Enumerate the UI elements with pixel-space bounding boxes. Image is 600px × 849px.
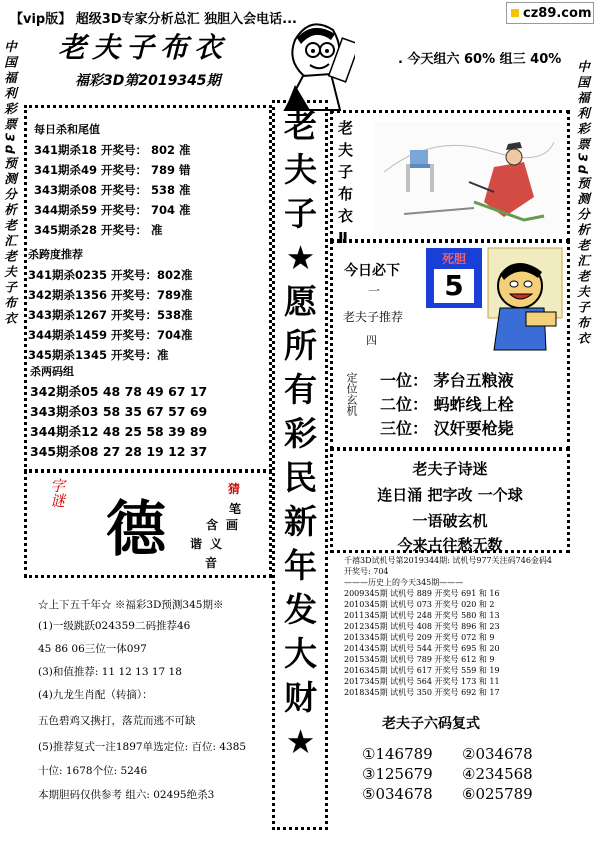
riddle-word: 音 xyxy=(205,556,218,570)
position-line: 三位： 汉奸要枪毙 xyxy=(380,419,514,438)
history-line: 千禧3D试机号第2019344期: 试机号977关注码746金码4 xyxy=(344,556,552,565)
title-char: 衣 xyxy=(338,207,354,225)
riddle-word: 含 xyxy=(206,518,219,532)
star-icon: ★ xyxy=(285,722,316,761)
riddle-word: 谐 xyxy=(190,537,203,551)
history-row: 2015345期 试机号 789 开奖号 612 和 9 xyxy=(344,655,495,664)
bl-line: (3)和值推荐: 11 12 13 17 18 xyxy=(38,666,182,678)
title-char: 老 xyxy=(338,119,354,137)
slogan-char: 老 xyxy=(284,106,317,145)
kill-span-row: 342期杀1356 开奖号：789准 xyxy=(28,288,193,302)
poem-title: 老夫子诗迷 xyxy=(412,460,488,478)
liuma-item: ⑥025789 xyxy=(462,785,533,803)
main-title: 老夫子布衣 xyxy=(58,31,229,64)
history-row: 2010345期 试机号 073 开奖号 020 和 2 xyxy=(344,600,495,609)
poem-line: 今来古往愁无数 xyxy=(397,536,503,554)
slogan-char: 所 xyxy=(284,326,317,365)
position-side-label: 定位玄机 xyxy=(345,372,358,416)
history-row: 2014345期 试机号 544 开奖号 695 和 20 xyxy=(344,644,500,653)
kill-span-section xyxy=(28,245,193,365)
today-recommend: 老夫子推荐 xyxy=(343,310,404,324)
history-row: 2009345期 试机号 889 开奖号 691 和 16 xyxy=(344,589,500,598)
kill-pair-row: 342期杀05 48 78 49 67 17 xyxy=(30,384,208,399)
slogan-char: 发 xyxy=(284,590,317,629)
bl-line: 45 86 06三位一体097 xyxy=(38,643,147,655)
bl-line: (5)推荐复式一注1897单选定位: 百位: 4385 xyxy=(38,741,247,753)
liuma-item: ②034678 xyxy=(462,745,533,763)
slogan-char: 新 xyxy=(284,502,317,541)
issue-number: 福彩3D第2019345期 xyxy=(75,73,221,89)
history-row: 2013345期 试机号 209 开奖号 072 和 9 xyxy=(344,633,495,642)
site-name: cz89.com xyxy=(523,5,592,21)
badge-label: 死胆 xyxy=(441,252,466,266)
kill-sum-row: 343期杀08 开奖号： 538 准 xyxy=(34,183,191,197)
riddle-word: 猜 xyxy=(228,482,241,496)
slogan-char: 愿 xyxy=(284,282,317,321)
title-char: 子 xyxy=(338,163,354,181)
bl-line: (4)九龙生肖配（转摘）： xyxy=(38,689,153,701)
position-line: 二位： 蚂蚱线上栓 xyxy=(380,395,514,414)
slogan-char: 大 xyxy=(284,634,317,673)
kill-sum-section xyxy=(34,120,191,240)
poem-line: 连日涌 把字改 一个球 xyxy=(377,486,523,504)
bl-line: 十位: 1678个位: 5246 xyxy=(38,765,148,777)
liuma-item: ③125679 xyxy=(362,765,433,783)
history-row: 2018345期 试机号 350 开奖号 692 和 17 xyxy=(344,688,500,697)
today-recommend-num: 四 xyxy=(366,334,377,347)
kill-span-row: 345期杀1345 开奖号：准 xyxy=(28,348,169,362)
riddle-word: 笔 xyxy=(229,502,242,516)
laughing-cartoon-icon xyxy=(486,246,564,354)
kill-sum-row: 341期杀18 开奖号： 802 准 xyxy=(34,143,191,157)
star-icon: ★ xyxy=(285,238,316,277)
history-line: 开奖号: 704 xyxy=(344,567,389,576)
title-char: Ⅱ xyxy=(338,229,348,247)
logo-square-icon xyxy=(511,9,519,17)
kill-sum-row: 344期杀59 开奖号： 704 准 xyxy=(34,203,191,217)
kill-pair-row: 344期杀12 48 25 58 39 89 xyxy=(30,424,208,439)
title-char: 布 xyxy=(338,185,354,203)
kill-span-row: 343期杀1267 开奖号：538准 xyxy=(28,308,193,322)
today-title: 今日必下 xyxy=(344,263,400,279)
bl-line: (1)一级跳跃024359二码推荐46 xyxy=(38,620,191,632)
history-row: 2016345期 试机号 617 开奖号 559 和 19 xyxy=(344,666,500,675)
kill-span-row: 341期杀0235 开奖号：802准 xyxy=(28,268,193,282)
liuma-item: ④234568 xyxy=(462,765,533,783)
kill-pair-row: 345期杀08 27 28 19 12 37 xyxy=(30,444,208,459)
bl-line: ☆上下五千年☆ ※福彩3D预测345期※ xyxy=(38,599,224,611)
history-row: 2017345期 试机号 564 开奖号 173 和 11 xyxy=(344,677,500,686)
top-line: 【vip版】 超级3D专家分析总汇 独胆入会电话... xyxy=(10,12,297,27)
slogan-char: 有 xyxy=(284,370,317,409)
liuma-title: 老夫子六码复式 xyxy=(382,716,480,732)
bl-line: 本期胆码仅供参考 组六: 02495绝杀3 xyxy=(38,789,215,801)
poem-line: 一语破玄机 xyxy=(412,512,488,530)
kill-sum-title: 每日杀和尾值 xyxy=(34,123,100,136)
slogan-char: 财 xyxy=(284,678,317,717)
slogan-char: 民 xyxy=(284,458,317,497)
scholar-illustration-icon xyxy=(374,122,560,234)
left-side-text: 中国福利彩票3d预测分析老汇老夫子布衣 xyxy=(2,40,18,328)
kill-sum-row: 341期杀49 开奖号： 789 错 xyxy=(34,163,191,177)
today-dash: 一 xyxy=(368,284,381,298)
slogan-char: 年 xyxy=(284,546,317,585)
history-row: 2011345期 试机号 248 开奖号 580 和 13 xyxy=(344,611,500,620)
riddle-word: 画 xyxy=(226,518,239,532)
slogan-char: 夫 xyxy=(284,150,317,189)
history-header: ———历史上的今天345期——— xyxy=(344,578,464,587)
right-title xyxy=(338,117,374,249)
dead-number-badge xyxy=(426,248,482,308)
kill-pair-section xyxy=(30,362,207,462)
prediction-text: . 今天组六 60% 组三 40% xyxy=(398,52,562,67)
history-block xyxy=(344,555,552,698)
center-slogan xyxy=(279,104,322,824)
riddle-word: 义 xyxy=(210,537,223,551)
title-char: 夫 xyxy=(338,141,354,159)
kill-span-title: 杀跨度推荐 xyxy=(28,248,83,261)
site-badge[interactable] xyxy=(506,2,594,24)
kill-pair-title: 杀两码组 xyxy=(30,365,74,378)
riddle-character: 德 xyxy=(106,495,166,565)
riddle-script: 字谜 xyxy=(48,478,66,508)
liuma-item: ⑤034678 xyxy=(362,785,433,803)
position-line: 一位： 茅台五粮液 xyxy=(380,371,514,390)
kill-pair-row: 343期杀03 58 35 67 57 69 xyxy=(30,404,208,419)
slogan-char: 彩 xyxy=(284,414,317,453)
history-row: 2012345期 试机号 408 开奖号 896 和 23 xyxy=(344,622,500,631)
bl-line: 五色碧鸡又携打，落荒而逃不可缺 xyxy=(38,715,196,727)
kill-span-row: 344期杀1459 开奖号：704准 xyxy=(28,328,193,342)
badge-number: 5 xyxy=(434,269,474,303)
liuma-item: ①146789 xyxy=(362,745,433,763)
slogan-char: 子 xyxy=(284,194,317,233)
right-side-text: 中国福利彩票3d预测分析老汇老夫子布衣 xyxy=(575,60,591,348)
kill-sum-row: 345期杀28 开奖号： 准 xyxy=(34,223,163,237)
